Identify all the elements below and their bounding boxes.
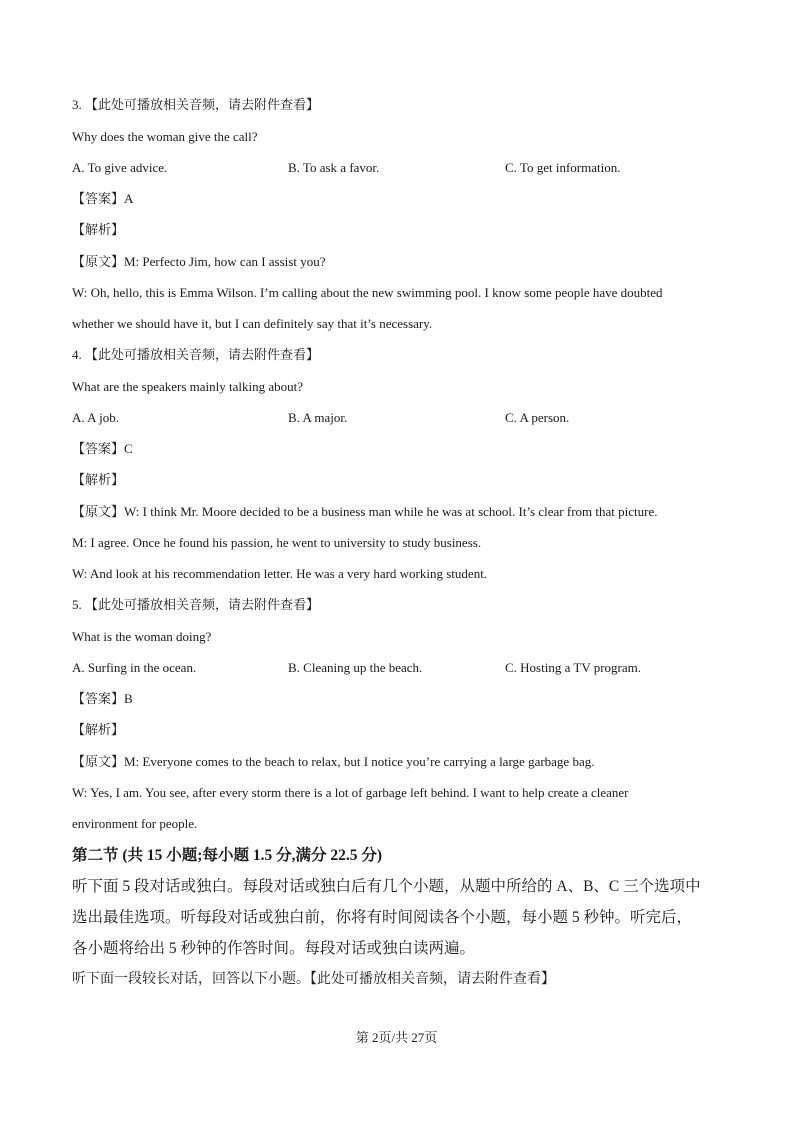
question-3-option-c: C. To get information. <box>505 160 621 175</box>
page-number-footer: 第 2页/共 27页 <box>355 1030 438 1045</box>
question-4-option-a: A. A job. <box>72 410 119 425</box>
script-text: W: I think Mr. Moore decided to be a business man while he was at school. It’s clear from that picture. <box>124 504 658 519</box>
script-text: M: Everyone comes to the beach to relax, but I notice you’re carrying a large garbage bag. <box>124 754 595 769</box>
question-3-text: Why does the woman give the call? <box>72 129 258 144</box>
answer-label: 【答案】 <box>72 441 125 456</box>
question-5-option-a: A. Surfing in the ocean. <box>72 660 197 675</box>
question-3-header <box>72 97 319 113</box>
question-4-option-b: B. A major. <box>288 410 348 425</box>
audio-note: 【此处可播放相关音频，请去附件查看】 <box>85 97 320 112</box>
section-2-instruction-line-1: 听下面 5 段对话或独白。每段对话或独白后有几个小题，从题中所给的 A、B、C 三个选项中 <box>72 878 701 895</box>
script-text: M: Perfecto Jim, how can I assist you? <box>124 254 326 269</box>
answer-value: C <box>124 441 133 456</box>
question-3-option-a: A. To give advice. <box>72 160 168 175</box>
answer-value: A <box>124 191 134 206</box>
question-4-analysis-label: 【解析】 <box>72 472 125 487</box>
question-5-option-b: B. Cleaning up the beach. <box>288 660 423 675</box>
section-2-intro: 听下面一段较长对话，回答以下小题。【此处可播放相关音频，请去附件查看】 <box>72 972 555 987</box>
question-5-script-line-2: W: Yes, I am. You see, after every storm there is a lot of garbage left behind. I want to help create a cleaner <box>72 785 629 800</box>
question-5-analysis-label: 【解析】 <box>72 722 125 737</box>
question-3-answer <box>72 191 133 207</box>
question-5-option-c: C. Hosting a TV program. <box>505 660 642 675</box>
script-label: 【原文】 <box>72 254 125 269</box>
section-2-heading: 第二节 (共 15 小题;每小题 1.5 分,满分 22.5 分) <box>72 847 382 864</box>
answer-label: 【答案】 <box>72 691 125 706</box>
answer-label: 【答案】 <box>72 191 125 206</box>
question-3-analysis-label: 【解析】 <box>72 222 125 237</box>
question-5-text: What is the woman doing? <box>72 629 212 644</box>
question-4-header <box>72 347 319 363</box>
question-4-answer <box>72 441 133 457</box>
answer-value: B <box>124 691 133 706</box>
audio-note: 【此处可播放相关音频，请去附件查看】 <box>85 597 320 612</box>
question-number: 4. <box>72 347 82 362</box>
script-label: 【原文】 <box>72 754 125 769</box>
question-3-script-line-1 <box>72 254 325 270</box>
question-5-answer <box>72 691 133 707</box>
script-label: 【原文】 <box>72 504 125 519</box>
question-4-script-line-3: W: And look at his recommendation letter. He was a very hard working student. <box>72 566 488 581</box>
question-3-script-line-2: W: Oh, hello, this is Emma Wilson. I’m calling about the new swimming pool. I know some people have doubted <box>72 285 663 300</box>
section-2-instruction-line-2: 选出最佳选项。听每段对话或独白前，你将有时间阅读各个小题，每小题 5 秒钟。听完后， <box>72 909 693 926</box>
question-5-script-line-1 <box>72 754 594 770</box>
question-3-script-line-3: whether we should have it, but I can definitely say that it’s necessary. <box>72 316 433 331</box>
question-3-option-b: B. To ask a favor. <box>288 160 380 175</box>
section-2-instruction-line-3: 各小题将给出 5 秒钟的作答时间。每段对话或独白读两遍。 <box>72 940 476 957</box>
audio-note: 【此处可播放相关音频，请去附件查看】 <box>85 347 320 362</box>
question-5-header <box>72 597 319 613</box>
question-4-script-line-1 <box>72 504 657 520</box>
question-4-script-line-2: M: I agree. Once he found his passion, he went to university to study business. <box>72 535 482 550</box>
question-4-text: What are the speakers mainly talking about? <box>72 379 304 394</box>
question-number: 5. <box>72 597 82 612</box>
question-number: 3. <box>72 97 82 112</box>
question-4-option-c: C. A person. <box>505 410 570 425</box>
question-5-script-line-3: environment for people. <box>72 816 198 831</box>
